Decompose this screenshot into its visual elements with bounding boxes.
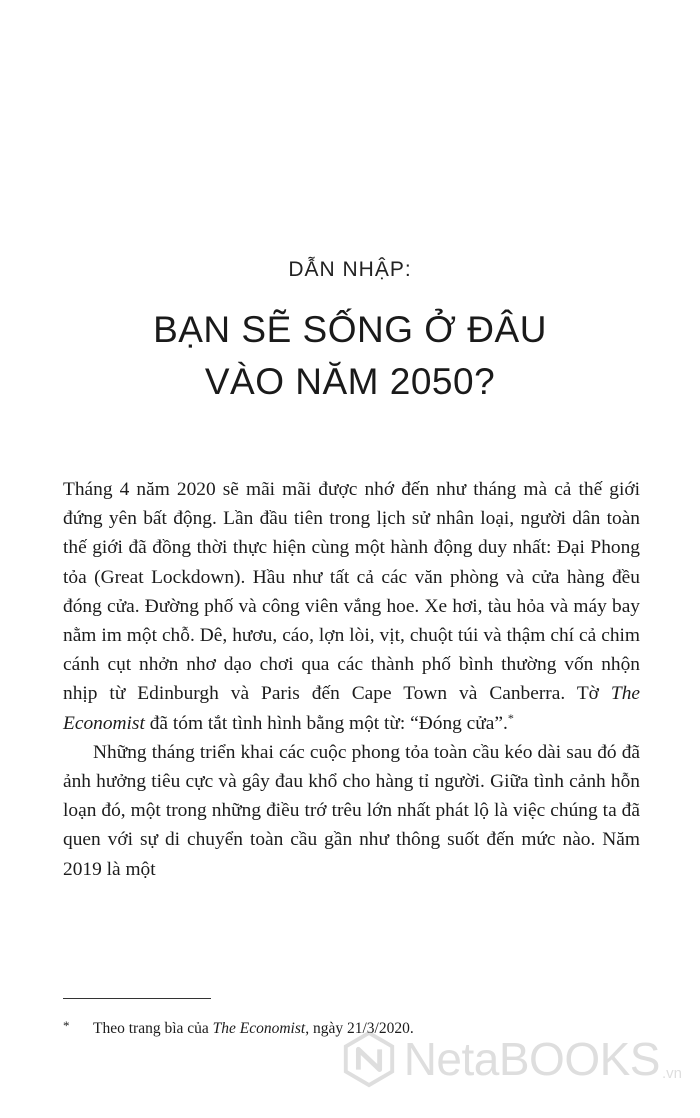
netabooks-logo-icon — [340, 1030, 398, 1088]
chapter-title-line-1: BẠN SẼ SỐNG Ở ĐÂU — [153, 309, 547, 350]
watermark-suffix: .vn — [661, 1065, 682, 1082]
chapter-kicker: DẪN NHẬP: — [288, 258, 412, 281]
publication-name: The Economist — [63, 683, 640, 734]
chapter-title-line-2: VÀO NĂM 2050? — [204, 361, 496, 402]
footnote-reference: * — [507, 710, 514, 725]
watermark — [340, 1030, 682, 1088]
paragraph-1-end: đã tóm tắt tình hình bằng một từ: “Đóng cửa”. — [144, 712, 508, 734]
footnote-mark: * — [63, 1018, 70, 1033]
footnote-publication: The Economist — [212, 1020, 306, 1037]
paragraph-1-text: Tháng 4 năm 2020 sẽ mãi mãi được nhớ đến như tháng mà cả thế giới đứng yên bất động. Lần đầu tiên trong lịch sử nhân loại, người dân toàn thế giới đã đồng thời thực hiện cùng một hành động duy nhất: Đại Phong tỏa (Great Lockdown). Hầu như tất cả các văn phòng và cửa hàng đều đóng cửa. Đường phố và công viên vắng hoe. Xe hơi, tàu hỏa và máy bay nằm im một chỗ. Dê, hươu, cáo, lợn lòi, vịt, chuột túi và thậm chí cả chim cánh cụt nhởn nhơ dạo chơi qua các thành phố bình thường vốn nhộn nhịp từ Edinburgh và Paris đến Cape Town và Canberra. Tờ — [63, 479, 640, 705]
chapter-title — [0, 304, 700, 408]
footnote-text: Theo trang bìa của — [93, 1020, 213, 1037]
watermark-brand: NetaBOOKS — [403, 1033, 660, 1085]
paragraph-2: Những tháng triển khai các cuộc phong tỏa toàn cầu kéo dài sau đó đã ảnh hưởng tiêu cực và gây đau khổ cho hàng tỉ người. Giữa tình cảnh hỗn loạn đó, một trong những điều trớ trêu lớn nhất phát lộ là việc chúng ta đã quen với sự di chuyển toàn cầu gần như thông suốt đến mức nào. Năm 2019 là một — [63, 741, 640, 880]
body-text — [63, 475, 640, 884]
footnote-date: , ngày 21/3/2020. — [305, 1020, 414, 1037]
paragraph-1 — [63, 475, 640, 738]
footnote-divider — [63, 998, 211, 999]
